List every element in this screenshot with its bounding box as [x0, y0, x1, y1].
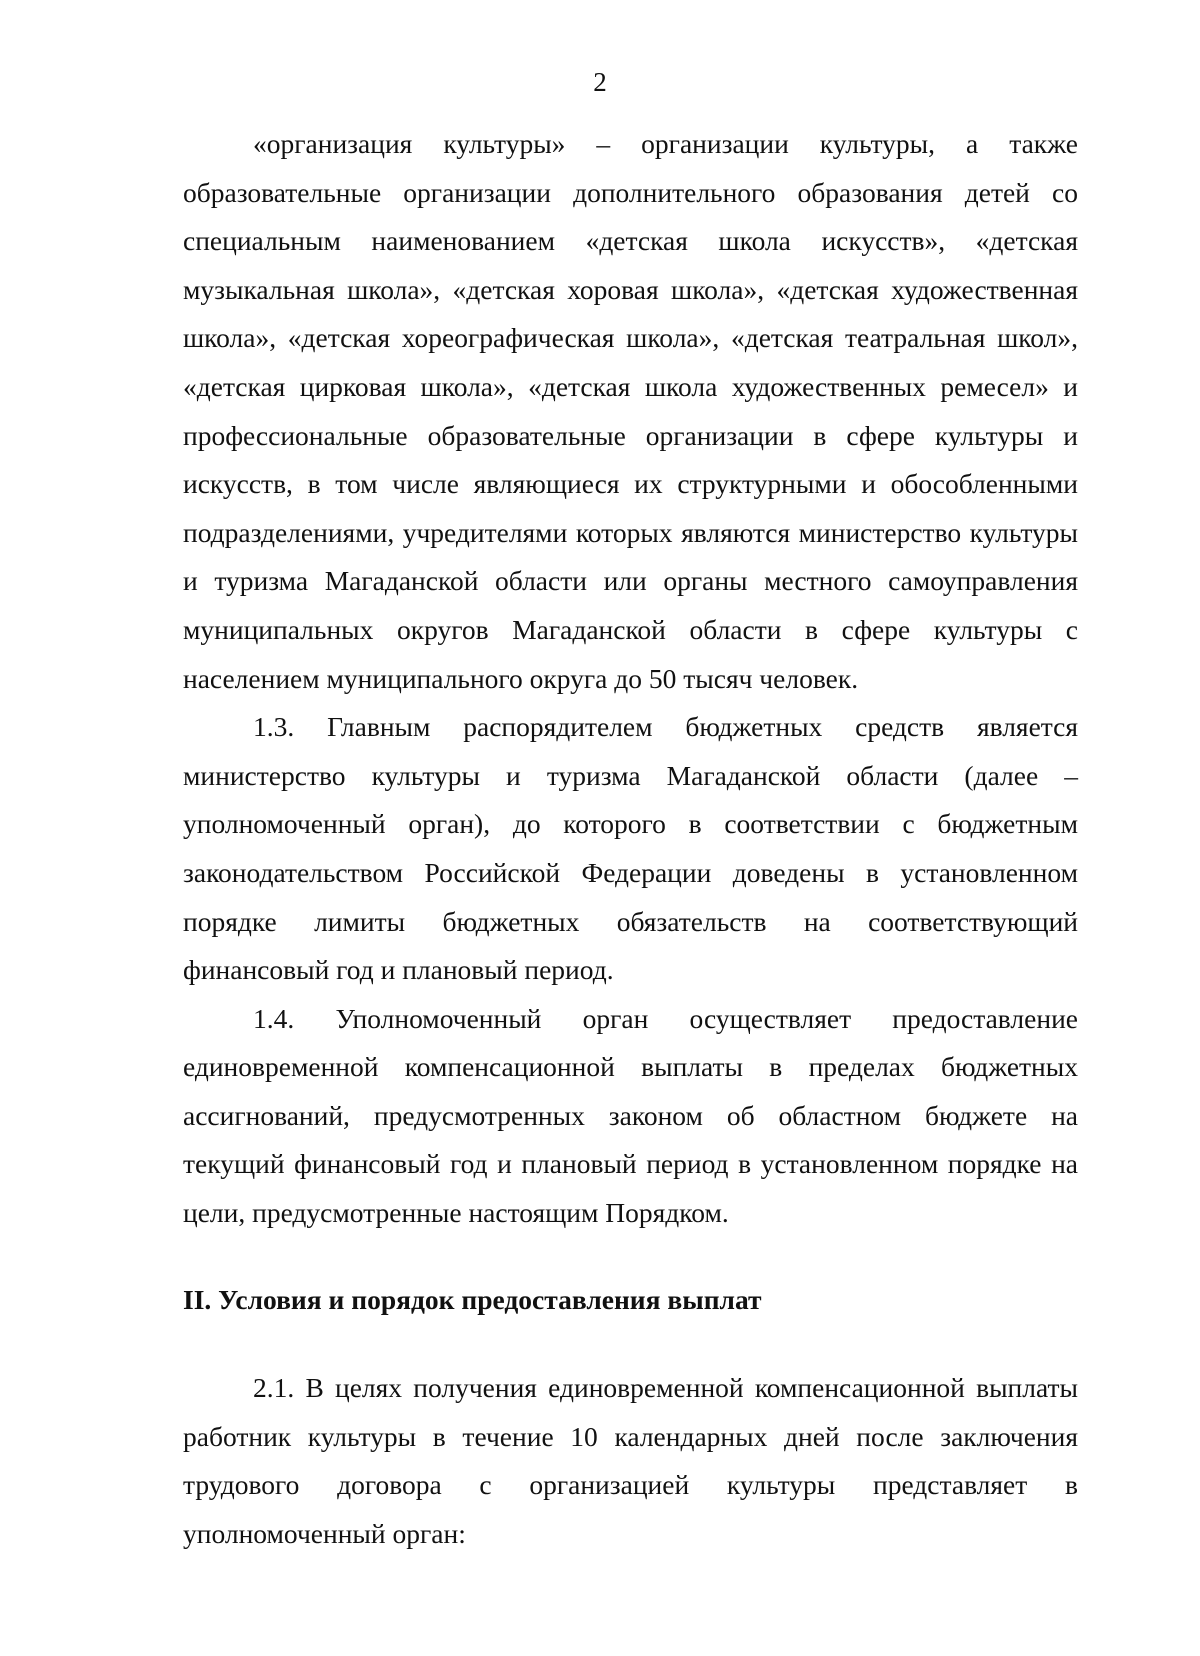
- paragraph-2-1: 2.1. В целях получения единовременной компенсационной выплаты работник культуры в течение 10 календарных дней после заключения трудового договора с организацией культуры представляет в уполномоченный орган:: [183, 1372, 1078, 1550]
- paragraph-organization-definition: «организация культуры» – организации культуры, а также образовательные организации дополнительного образования детей со специальным наименованием «детская школа искусств», «детская музыкальная школа», «детская хоровая школа», «детская художественная школа», «детская хореографическая школа», «детская театральная школ», «детская цирковая школа», «детская школа художественных ремесел» и профессиональные образовательные организации в сфере культуры и искусств, в том числе являющиеся их структурными и обособленными подразделениями, учредителями которых являются министерство культуры и туризма Магаданской области или органы местного самоуправления муниципальных округов Магаданской области в сфере культуры с населением муниципального округа до 50 тысяч человек.: [183, 128, 1078, 694]
- page-number: 2: [593, 67, 607, 97]
- paragraph-1-3: 1.3. Главным распорядителем бюджетных средств является министерство культуры и туризма Магаданской области (далее – уполномоченный орган), до которого в соответствии с бюджетным законодательством Российской Федерации доведены в установленном порядке лимиты бюджетных обязательств на соответствующий финансовый год и плановый период.: [183, 711, 1078, 986]
- section-heading: II. Условия и порядок предоставления выплат: [183, 1283, 762, 1315]
- document-body: [183, 120, 1078, 1559]
- paragraph-1-4: 1.4. Уполномоченный орган осуществляет предоставление единовременной компенсационной выплаты в пределах бюджетных ассигнований, предусмотренных законом об областном бюджете на текущий финансовый год и плановый период в установленном порядке на цели, предусмотренные настоящим Порядком.: [183, 1002, 1078, 1229]
